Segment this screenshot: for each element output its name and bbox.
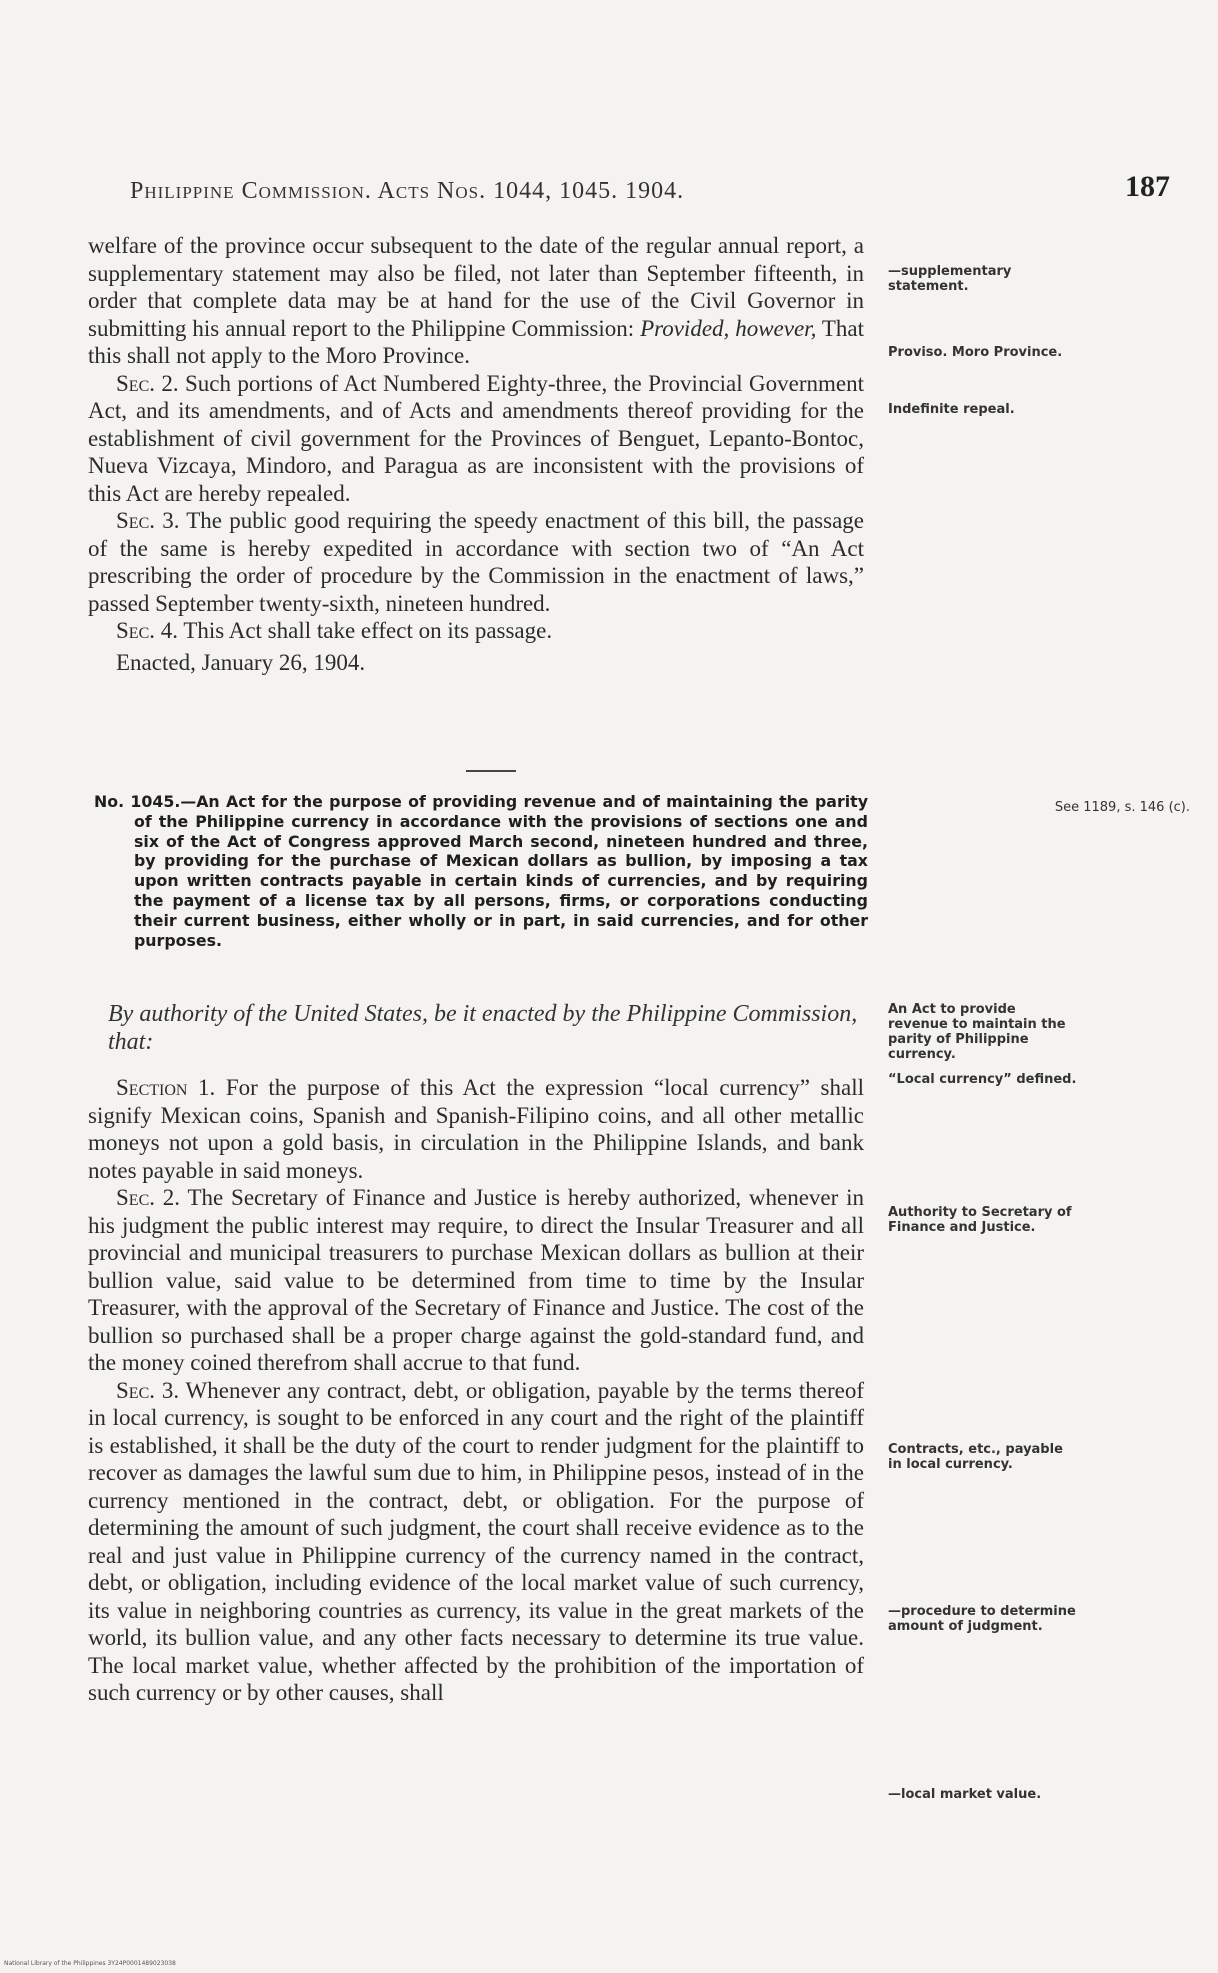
act-1045-body — [88, 1074, 864, 1707]
section-3 — [88, 507, 864, 617]
section-text: The public good requiring the speedy enactment of this bill, the passage of the same is hereby expedited in accordance with section two of “An Act prescribing the order of procedure by the Commission in the enactment of laws,” passed September twenty-sixth, nineteen hundred. — [88, 508, 864, 616]
section-2 — [88, 370, 864, 508]
margin-note-repeal: Indefinite repeal. — [888, 402, 1015, 417]
margin-note-see-reference: See 1189, s. 146 (c). — [1054, 800, 1190, 815]
margin-note-contracts: Contracts, etc., payable in local currency. — [888, 1442, 1063, 1472]
margin-note-procedure: —procedure to determine amount of judgment. — [888, 1604, 1076, 1634]
section-text: The Secretary of Finance and Justice is hereby authorized, whenever in his judgment the public interest may require, to direct the Insular Treasurer and all provincial and municipal treasurers to purchase Mexican dollars as bullion at their bullion value, said value to be determined from time to time by the Insular Treasurer, with the approval of the Secretary of Finance and Justice. The cost of the bullion so purchased shall be a proper charge against the gold-standard fund, and the money coined therefrom shall accrue to that fund. — [88, 1185, 864, 1375]
paragraph — [88, 232, 864, 370]
enacted-date: Enacted, January 26, 1904. — [116, 649, 366, 675]
paragraph-text: That this shall not apply to the Moro Province. — [88, 315, 864, 368]
paragraph-text: welfare of the province occur subsequent to the date of the regular annual report, a supplementary statement may also be filed, not later than September fifteenth, in order that complete data may be at hand for the use of the Civil Governor in submitting his annual report to the Philippine Commission: — [88, 233, 864, 341]
section-label: Sec. 4. — [116, 618, 178, 643]
section-2 — [88, 1184, 864, 1377]
section-4 — [88, 617, 864, 645]
section-label: Sec. 3. — [116, 508, 180, 533]
margin-note-proviso: Proviso. Moro Province. — [888, 345, 1063, 360]
act-1044-continuation — [88, 232, 864, 676]
section-3 — [88, 1377, 864, 1707]
section-label: Sec. 2. — [116, 370, 179, 396]
margin-note-act-purpose: An Act to provide revenue to maintain the parity of Philippine currency. — [888, 1002, 1066, 1062]
section-text: Whenever any contract, debt, or obligation, payable by the terms thereof in local currency, is sought to be enforced in any court and the right of the plaintiff is established, it shall be the duty of the court to render judgment for the plaintiff to recover as damages the lawful sum due to him, in Philippine pesos, instead of in the currency mentioned in the contract, debt, or obligation. For the purpose of determining the amount of such judgment, the court shall receive evidence as to the real and just value in Philippine currency of the currency named in the contract, debt, or obligation, including evidence of the local market value of such currency, its value in neighboring countries as currency, its value in the great markets of the world, its bullion value, and any other facts necessary to determine its true value. The local market value, whether affected by the prohibition of the importation of such currency or by other causes, shall — [88, 1377, 864, 1705]
scan-credit: National Library of the Philippines 3Y24P0001489023038 — [4, 1960, 176, 1967]
margin-note-authority: Authority to Secretary of Finance and Justice. — [888, 1205, 1072, 1235]
act-number: No. 1045. — [94, 792, 181, 811]
margin-note-supplementary: —supplementary statement. — [888, 264, 1012, 294]
section-label: Section 1. — [116, 1075, 216, 1100]
section-divider — [466, 770, 516, 772]
proviso-italic: Provided, however, — [640, 315, 817, 341]
section-text: This Act shall take effect on its passage. — [183, 618, 553, 643]
section-text: For the purpose of this Act the expression “local currency” shall signify Mexican coins, Spanish and Spanish-Filipino coins, and all other metallic moneys not upon a gold basis, in circulation in the Philippine Islands, and bank notes payable in said moneys. — [88, 1075, 864, 1183]
enacting-clause: By authority of the United States, be it enacted by the Philippine Commission, that: — [108, 1001, 858, 1055]
act-title-text: —An Act for the purpose of providing revenue and of maintaining the parity of the Philippine currency in accordance with the provisions of sections one and six of the Act of Congress approved March second, nineteen hundred and three, by providing for the purchase of Mexican dollars as bullion, by imposing a tax upon written contracts payable in certain kinds of currencies, and by requiring the payment of a license tax by all persons, firms, or corporations conducting their current business, either wholly or in part, in said currencies, and for other purposes. — [134, 792, 869, 950]
margin-note-local-currency: “Local currency” defined. — [888, 1072, 1077, 1087]
margin-note-market-value: —local market value. — [888, 1787, 1042, 1802]
page-number: 187 — [1125, 170, 1170, 203]
section-label: Sec. 3. — [116, 1377, 180, 1403]
section-text: Such portions of Act Numbered Eighty-three, the Provincial Government Act, and its amendments, and of Acts and amendments thereof providing for the establishment of civil government for the Provinces of Benguet, Lepanto-Bontoc, Nueva Vizcaya, Mindoro, and Paragua as are inconsistent with the provisions of this Act are hereby repealed. — [88, 370, 864, 506]
running-head: Philippine Commission. Acts Nos. 1044, 1045. 1904. — [130, 178, 685, 204]
section-label: Sec. 2. — [116, 1185, 181, 1210]
section-1 — [88, 1074, 864, 1184]
act-1045-title — [94, 792, 868, 950]
